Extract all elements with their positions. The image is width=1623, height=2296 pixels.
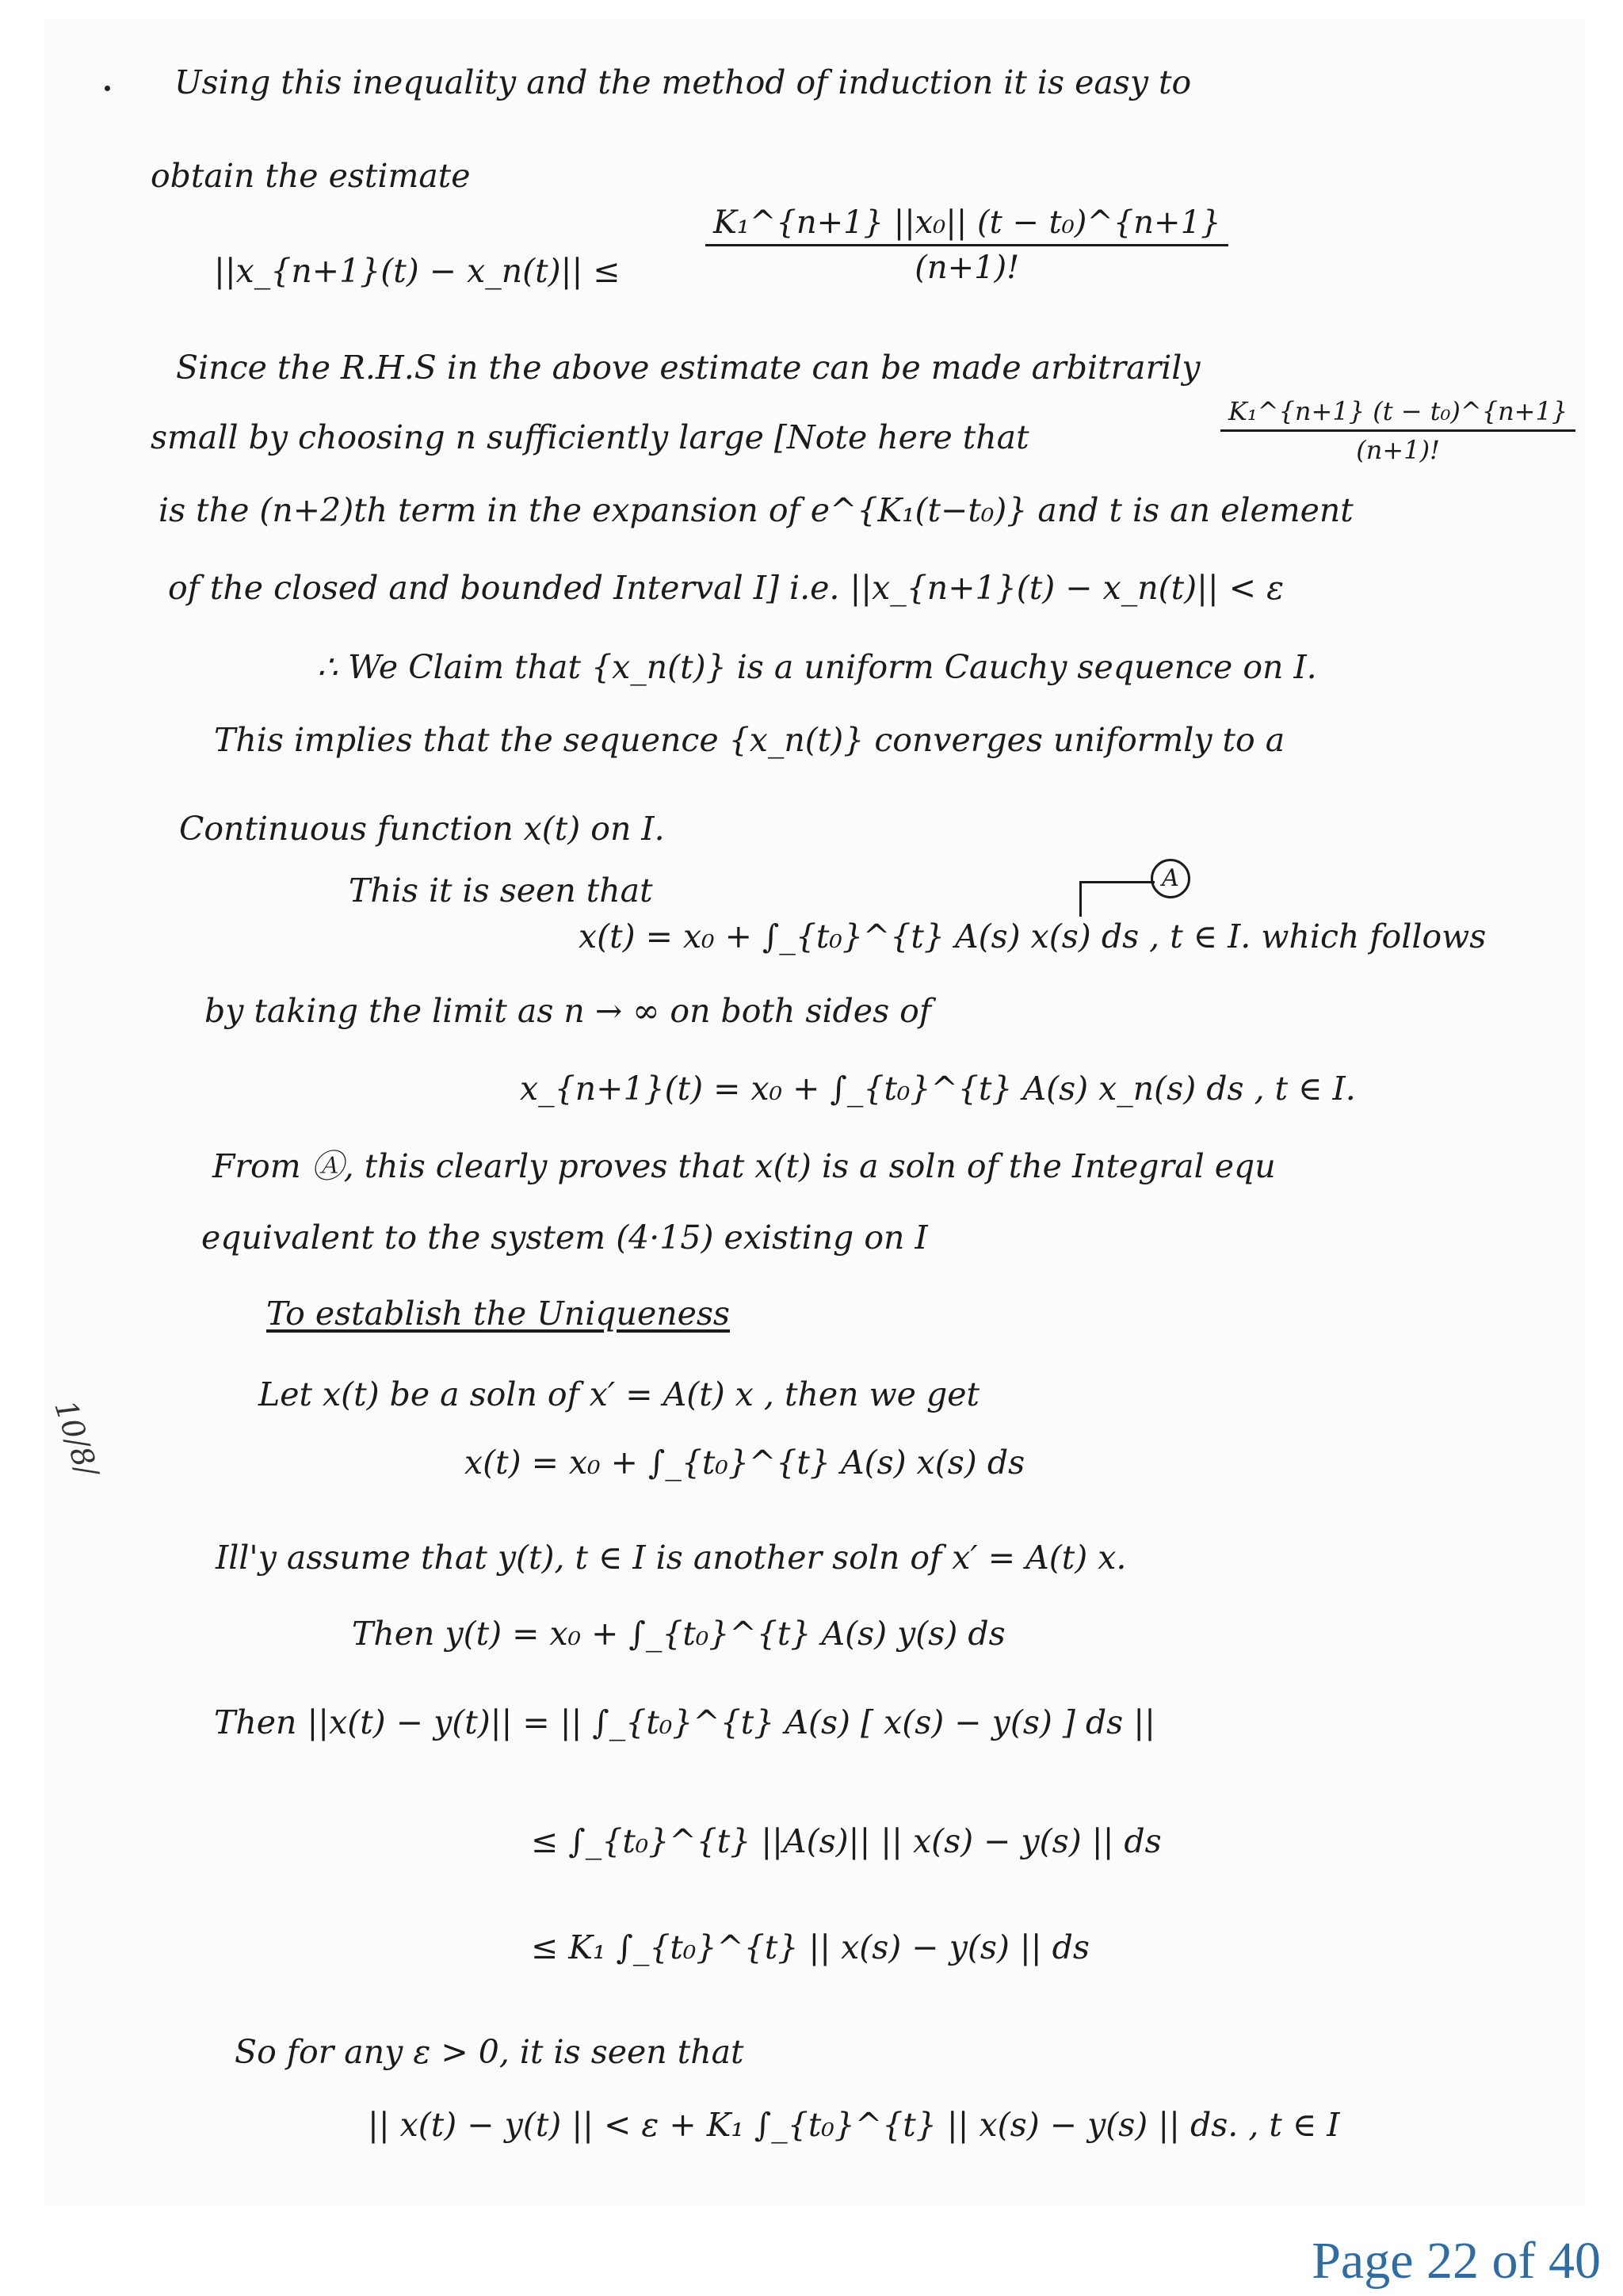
text-line: Ill'y assume that y(t), t ∈ I is another soln of x′ = A(t) x.: [216, 1539, 1127, 1577]
text-line: This it is seen that: [349, 871, 653, 910]
margin-note: 10/8/: [48, 1396, 105, 1481]
page-number: Page 22 of 40: [1312, 2232, 1601, 2290]
section-heading: To establish the Uniqueness: [266, 1295, 730, 1333]
scanned-page: [44, 19, 1585, 2206]
equation-line: x(t) = x₀ + ∫_{t₀}^{t} A(s) x(s) ds , t ∈ I. which follows: [579, 917, 1487, 955]
fraction-denominator: (n+1)!: [915, 250, 1020, 286]
text-line: equivalent to the system (4·15) existing on I: [201, 1219, 928, 1257]
text-line: ∴ We Claim that {x_n(t)} is a uniform Cauchy sequence on I.: [317, 648, 1317, 686]
text-line: Since the R.H.S in the above estimate can be made arbitrarily: [176, 349, 1201, 387]
text-line: This implies that the sequence {x_n(t)} converges uniformly to a: [214, 721, 1285, 759]
bracket-mark: [1079, 881, 1155, 917]
text-line: small by choosing n sufficiently large [Note here that: [151, 418, 1029, 456]
fraction-numerator: K₁^{n+1} ||x₀|| (t − t₀)^{n+1}: [705, 204, 1228, 246]
equation-line: ≤ ∫_{t₀}^{t} ||A(s)|| || x(s) − y(s) || ds: [531, 1822, 1162, 1860]
fraction-numerator: K₁^{n+1} (t − t₀)^{n+1}: [1220, 396, 1575, 432]
fraction-denominator: (n+1)!: [1356, 435, 1440, 465]
text-line: of the closed and bounded Interval I] i.e. ||x_{n+1}(t) − x_n(t)|| < ε: [168, 569, 1285, 607]
equation-line: x(t) = x₀ + ∫_{t₀}^{t} A(s) x(s) ds: [464, 1444, 1025, 1482]
equation-line: || x(t) − y(t) || < ε + K₁ ∫_{t₀}^{t} || x(s) − y(s) || ds. , t ∈ I: [368, 2106, 1340, 2144]
bullet-dot: [105, 86, 110, 91]
equation-line: Then ||x(t) − y(t)|| = || ∫_{t₀}^{t} A(s) [ x(s) − y(s) ] ds ||: [214, 1703, 1155, 1741]
text-line: Continuous function x(t) on I.: [179, 810, 665, 848]
estimate-fraction: [705, 204, 1228, 286]
equation-line: Then y(t) = x₀ + ∫_{t₀}^{t} A(s) y(s) ds: [352, 1615, 1006, 1653]
equation-line: ||x_{n+1}(t) − x_n(t)|| ≤: [214, 252, 621, 290]
circled-label-a: A: [1151, 859, 1190, 898]
text-line: From Ⓐ, this clearly proves that x(t) is a soln of the Integral equ: [212, 1147, 1276, 1185]
text-line: So for any ε > 0, it is seen that: [235, 2033, 744, 2071]
equation-line: x_{n+1}(t) = x₀ + ∫_{t₀}^{t} A(s) x_n(s) ds , t ∈ I.: [520, 1070, 1356, 1108]
text-line: by taking the limit as n → ∞ on both sides of: [204, 992, 931, 1030]
equation-line: ≤ K₁ ∫_{t₀}^{t} || x(s) − y(s) || ds: [531, 1928, 1090, 1966]
text-line: Let x(t) be a soln of x′ = A(t) x , then we get: [258, 1375, 980, 1413]
note-fraction: [1220, 396, 1575, 465]
text-line: Using this inequality and the method of induction it is easy to: [174, 63, 1192, 101]
text-line: is the (n+2)th term in the expansion of e^{K₁(t−t₀)} and t is an element: [158, 491, 1354, 529]
text-line: obtain the estimate: [151, 157, 471, 195]
